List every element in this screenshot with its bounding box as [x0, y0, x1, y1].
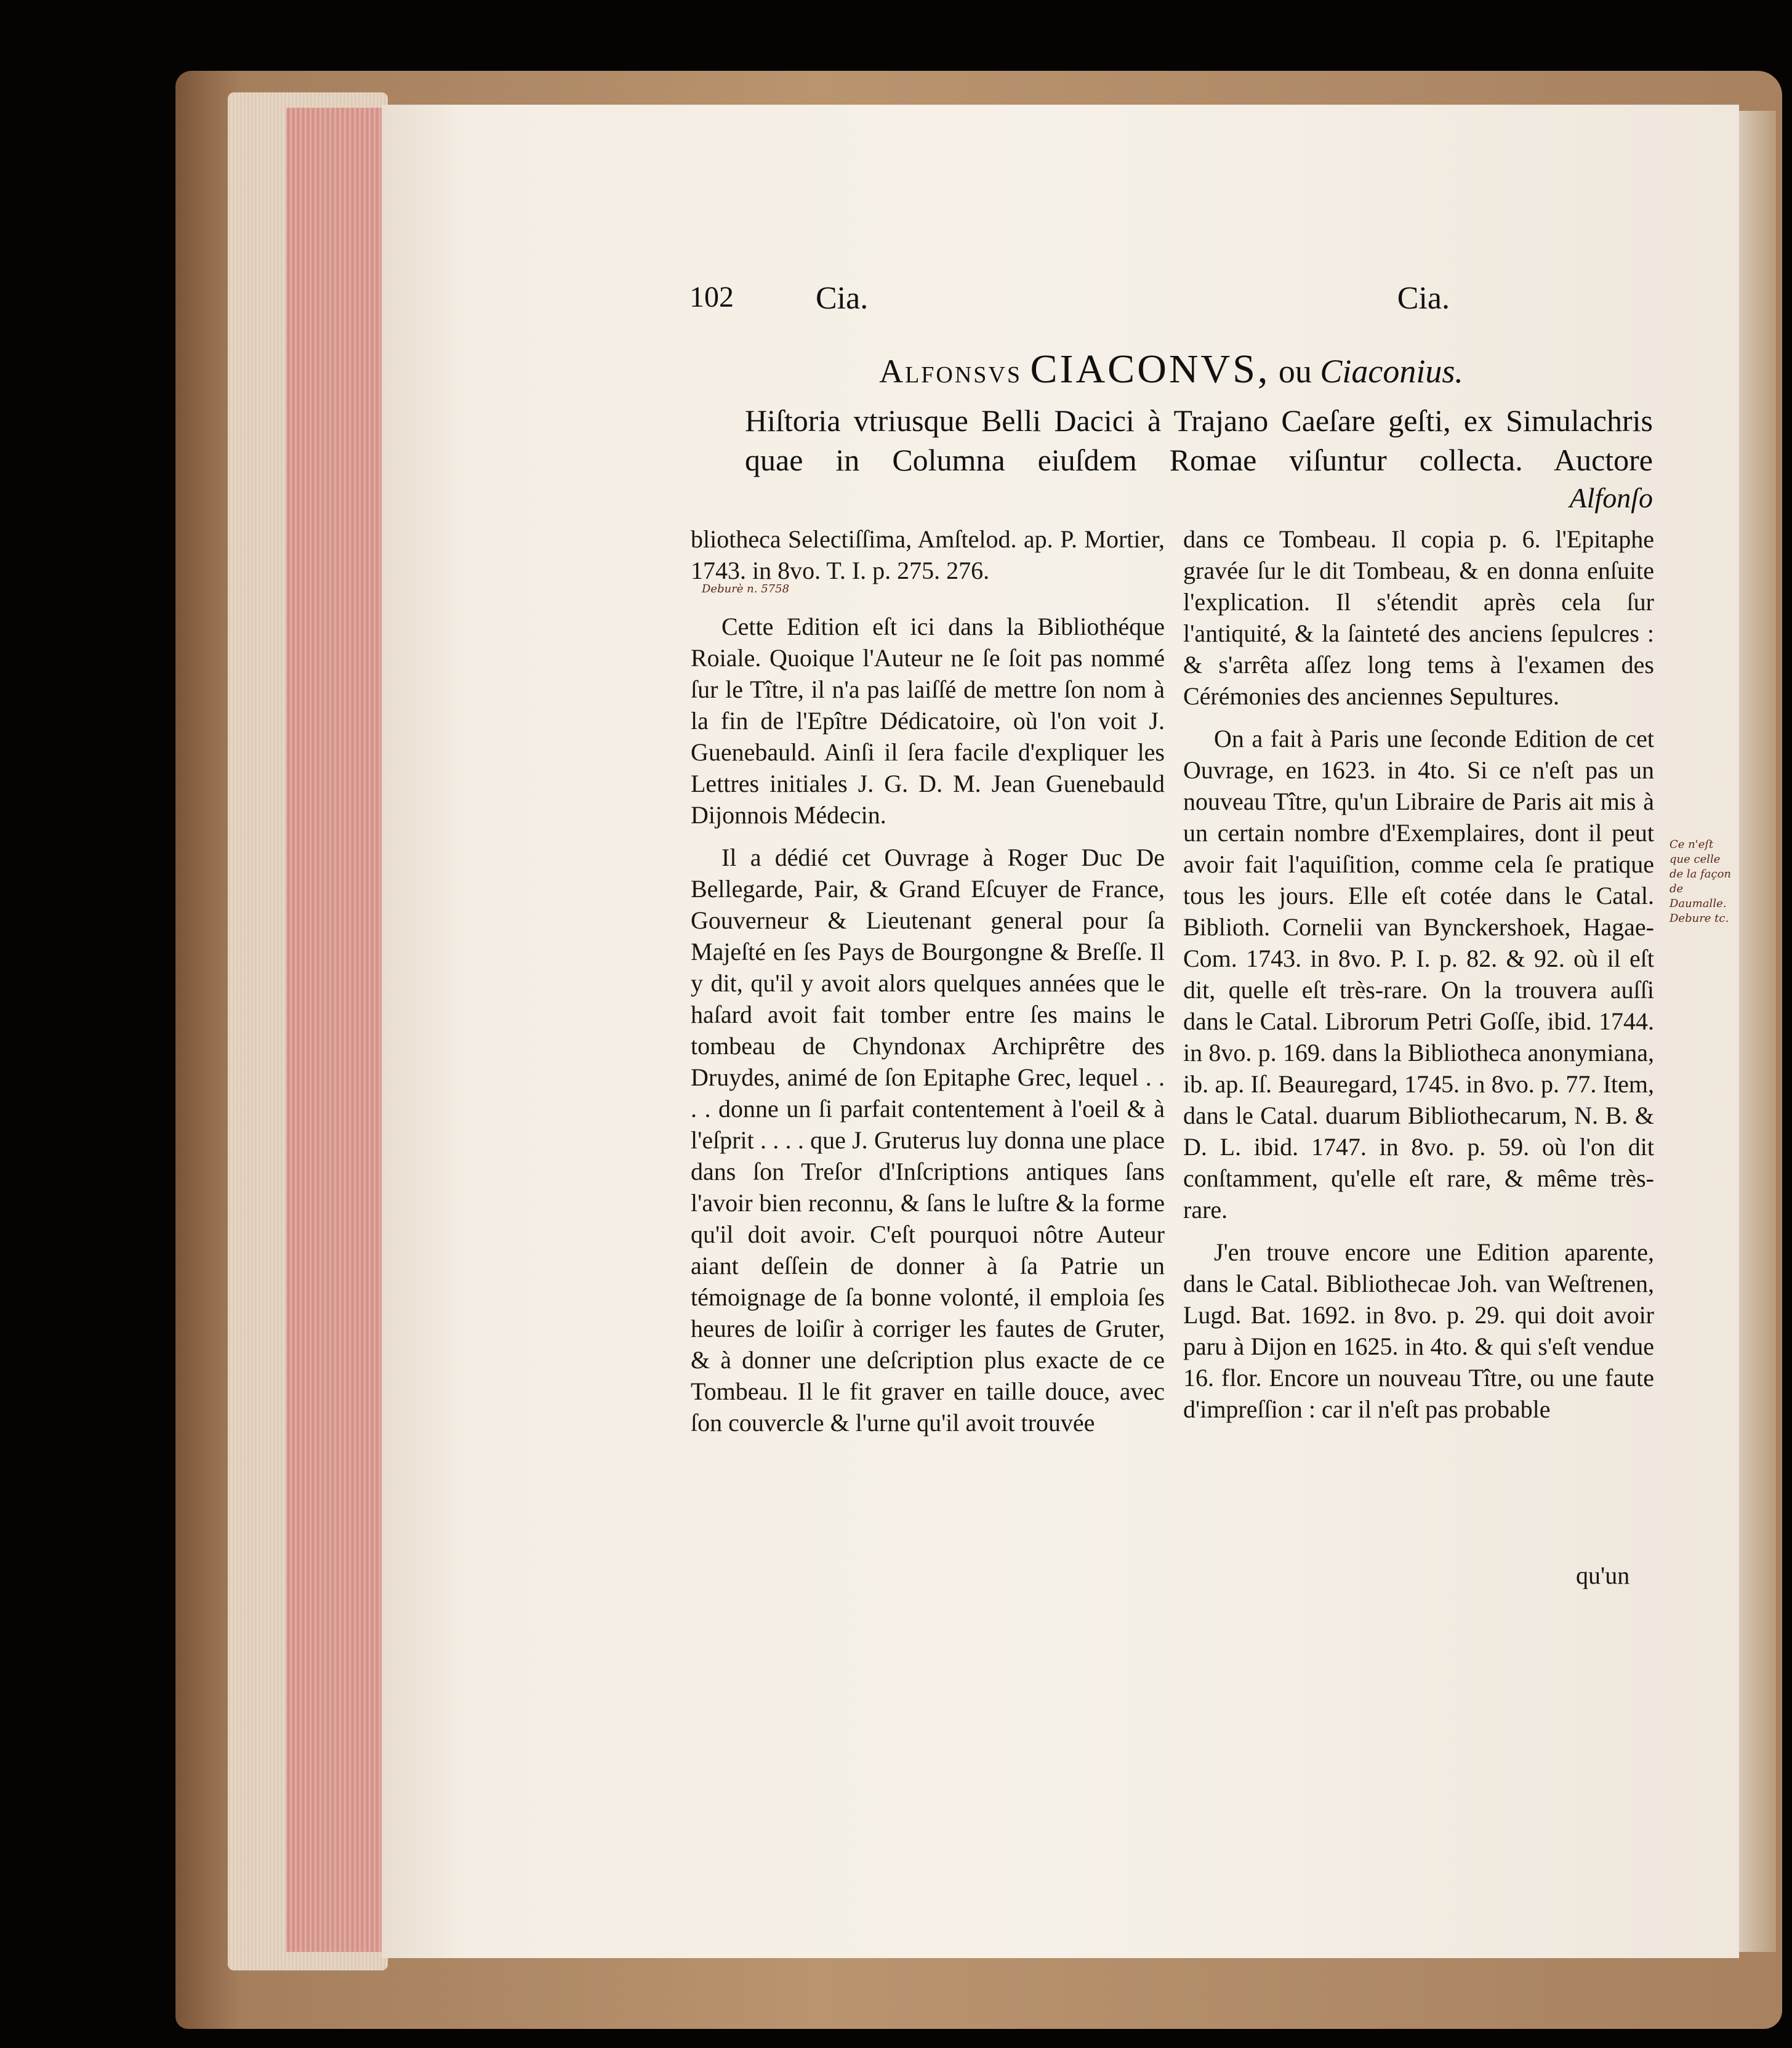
author-latin-name: Ciaconius.	[1320, 353, 1463, 390]
running-head-right: Cia.	[1397, 281, 1450, 316]
author-first-name: Alfonsvs	[879, 353, 1023, 390]
book-title: Hiſtoria vtriusque Belli Dacici à Trajano Caeſare geſti, ex Simulachris quae in Columna eiuſdem Romae viſuntur collecta. Auctore	[745, 403, 1653, 477]
red-page-edges	[286, 108, 385, 1952]
left-paragraph-1: bliotheca Selectiſſima, Amſtelod. ap. P. Mortier, 1743. in 8vo. T. I. p. 275. 276.	[691, 525, 1165, 584]
handwritten-note-right: Ce n'eſt que celle de la façon de Daumalle. Debure tc.	[1669, 838, 1732, 925]
book-title-last: Alfonſo	[1569, 482, 1653, 514]
author-surname: CIACONVS,	[1030, 347, 1271, 392]
entry-heading	[689, 345, 1653, 517]
right-paragraph-1: dans ce Tombeau. Il copia p. 6. l'Epitaphe gravée ſur le dit Tombeau, & en donna enſuite l'explication. Il s'étendit après cela ſur l'antiquité, & la ſainteté des anciens ſepulcres : & s'arrêta aſſez long tems à l'examen des Cérémonies des anciennes Sepultures.	[1183, 525, 1654, 710]
handwritten-note-left: Deburè n. 5758	[702, 583, 790, 595]
left-paragraph-3: Il a dédié cet Ouvrage à Roger Duc De Bellegarde, Pair, & Grand Eſcuyer de France, Gouverneur & Lieutenant general pour ſa Majeſté en ſes Pays de Bourgongne & Breſſe. Il y dit, qu'il y avoit alors quelques années que le haſard avoit fait tomber entre ſes mains le tombeau de Chyndonax Archiprêtre des Druydes, animé de ſon Epitaphe Grec, lequel . . . . donne un ſi parfait contentement à l'oeil & à l'eſprit . . . . que J. Gruterus luy donna une place dans ſon Treſor d'Inſcriptions antiques ſans l'avoir bien reconnu, & ſans le luſtre & la forme qu'il doit avoir. C'eſt pourquoi nôtre Auteur aiant deſſein de donner à ſa Patrie un témoignage de ſa bonne volonté, il emploia ſes heures de loiſir à corriger les fautes de Gruter, & à donner une deſcription plus exacte de ce Tombeau. Il le fit graver en taille douce, avec ſon couvercle & l'urne qu'il avoit trouvée	[691, 844, 1165, 1437]
left-paragraph-2: Cette Edition eſt ici dans la Bibliothéque Roiale. Quoique l'Auteur ne ſe ſoit pas nommé ſur le Tître, il n'a pas laiſſé de mettre ſon nom à la fin de l'Epître Dédicatoire, où l'on voit J. Guenebauld. Ainſi il ſera facile d'expliquer les Lettres initiales J. G. D. M. Jean Guenebauld Dijonnois Médecin.	[691, 613, 1165, 829]
author-or: ou	[1278, 353, 1312, 390]
running-head-left: Cia.	[816, 281, 869, 316]
left-column	[691, 523, 1165, 1438]
right-column	[1183, 523, 1654, 1425]
page-number: 102	[689, 281, 734, 313]
running-header	[689, 280, 1450, 323]
catchword: qu'un	[1576, 1562, 1630, 1589]
facing-page-edge	[1739, 111, 1776, 1952]
right-paragraph-3: J'en trouve encore une Edition aparente, dans le Catal. Bibliothecae Joh. van Weſtrenen, Lugd. Bat. 1692. in 8vo. p. 29. qui doit avoir paru à Dijon en 1625. in 4to. & qui s'eſt vendue 16. flor. Encore un nouveau Tître, ou une faute d'impreſſion : car il n'eſt pas probable	[1183, 1238, 1654, 1423]
right-paragraph-2: On a fait à Paris une ſeconde Edition de cet Ouvrage, en 1623. in 4to. Si ce n'eſt pas un nouveau Tître, qu'un Libraire de Paris ait mis à un certain nombre d'Exemplaires, dont il peut avoir fait l'aquiſition, comme cela ſe pratique tous les jours. Elle eſt cotée dans le Catal. Biblioth. Cornelii van Bynckershoek, Hagae-Com. 1743. in 8vo. P. I. p. 82. & 92. où il eſt dit, quelle eſt très-rare. On la trouvera auſſi dans le Catal. Librorum Petri Goſſe, ibid. 1744. in 8vo. p. 169. dans la Bibliotheca anonymiana, ib. ap. Iſ. Beauregard, 1745. in 8vo. p. 77. Item, dans le Catal. duarum Bibliothecarum, N. B. & D. L. ibid. 1747. in 8vo. p. 59. où l'on dit conſtamment, qu'elle eſt rare, & même très-rare.	[1183, 725, 1654, 1224]
author-line	[689, 345, 1653, 396]
